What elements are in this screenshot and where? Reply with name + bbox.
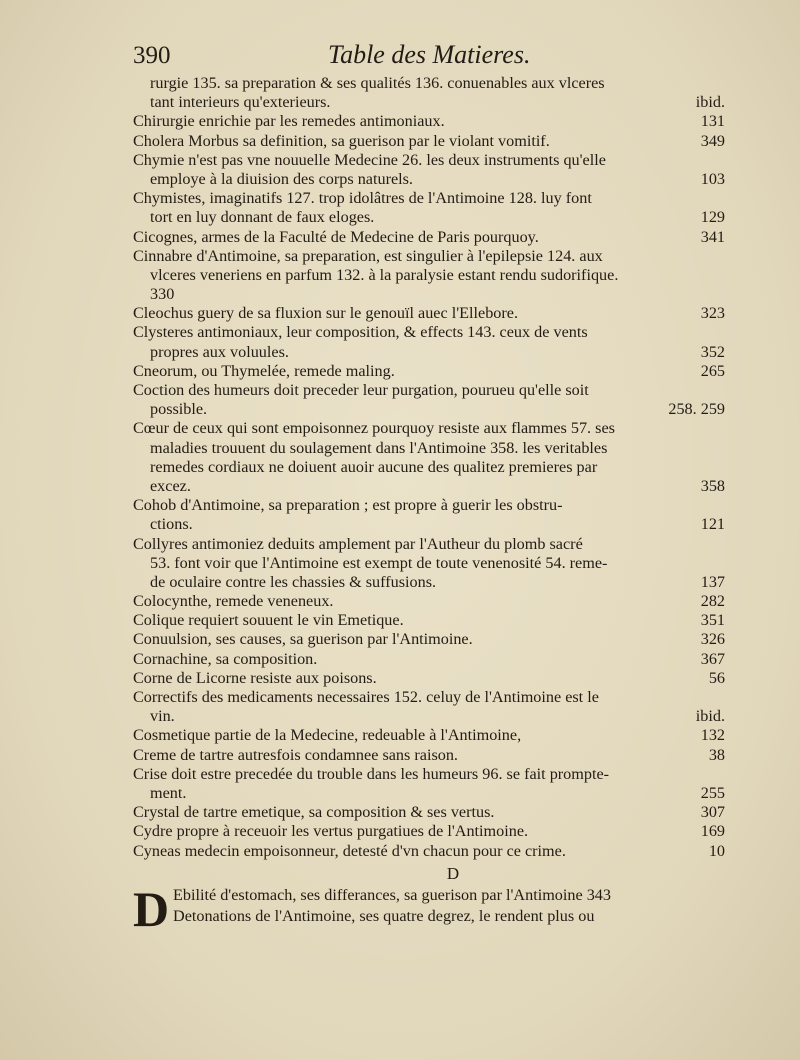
- index-line-text: Chymie n'est pas vne nouuelle Medecine 26. les deux instruments qu'elle: [133, 150, 606, 169]
- index-line-text: employe à la diuision des corps naturels.: [150, 169, 413, 188]
- index-line-page-ref: 307: [700, 803, 725, 822]
- index-line: [133, 362, 733, 381]
- dropcap-letter: D: [133, 880, 170, 937]
- index-line-text: tant interieurs qu'exterieurs.: [150, 93, 331, 112]
- index-line: [133, 803, 733, 822]
- final-entry: [133, 880, 733, 937]
- index-line-page-ref: 323: [700, 304, 725, 323]
- index-line-text: Colocynthe, remede veneneux.: [133, 592, 334, 611]
- index-line-page-ref: 367: [700, 649, 725, 668]
- index-line-text: Cydre propre à receuoir les vertus purgatiues de l'Antimoine.: [133, 822, 529, 841]
- index-line-text: Conuulsion, ses causes, sa guerison par l'Antimoine.: [133, 630, 473, 649]
- index-line-text: tort en luy donnant de faux eloges.: [150, 208, 375, 227]
- index-line: [133, 726, 733, 745]
- index-line-page-ref: 131: [700, 112, 725, 131]
- index-line-text: 330: [150, 285, 175, 304]
- index-line-page-ref: 282: [700, 592, 725, 611]
- index-line: [133, 208, 733, 227]
- index-line-page-ref: 265: [700, 361, 725, 380]
- index-line-page-ref: 351: [700, 611, 725, 630]
- index-line: [133, 669, 733, 688]
- section-letter: D: [446, 863, 460, 883]
- index-line: [133, 170, 733, 189]
- index-line-text: vlceres veneriens en parfum 132. à la paralysie estant rendu sudorifique.: [150, 265, 619, 284]
- index-line-text: Creme de tartre autresfois condamnee sans raison.: [133, 745, 458, 764]
- index-entries: [133, 74, 733, 861]
- index-line-page-ref: 56: [708, 668, 725, 687]
- index-line: [133, 573, 733, 592]
- index-line-text: vin.: [150, 707, 175, 726]
- index-line-page-ref: 10: [708, 841, 725, 860]
- index-line-text: Cœur de ceux qui sont empoisonnez pourquoy resiste aux flammes 57. ses: [133, 419, 615, 438]
- index-line: [133, 400, 733, 419]
- index-line-text: maladies trouuent du soulagement dans l'Antimoine 358. les veritables: [150, 438, 608, 457]
- index-line-text: Cosmetique partie de la Medecine, redeuable à l'Antimoine,: [133, 726, 522, 745]
- index-line: [133, 381, 733, 400]
- index-line: [133, 74, 733, 93]
- index-line: [133, 285, 733, 304]
- index-line-text: ctions.: [150, 515, 193, 534]
- index-line: [133, 93, 733, 112]
- index-line-page-ref: 121: [700, 515, 725, 534]
- index-line-text: Crystal de tartre emetique, sa composition & ses vertus.: [133, 803, 495, 822]
- index-line-text: Collyres antimoniez deduits amplement par l'Autheur du plomb sacré: [133, 534, 583, 553]
- index-line: [133, 458, 733, 477]
- index-line-page-ref: 137: [700, 572, 725, 591]
- index-line: [133, 228, 733, 247]
- index-line-text: Coction des humeurs doit preceder leur purgation, pourueu qu'elle soit: [133, 381, 589, 399]
- index-line: [133, 535, 733, 554]
- index-line: [133, 132, 733, 151]
- index-line: [133, 304, 733, 323]
- index-line: [133, 842, 733, 861]
- index-line: [133, 439, 733, 458]
- index-line-page-ref: 341: [700, 227, 725, 246]
- index-line-page-ref: ibid.: [695, 707, 725, 726]
- index-line: [133, 592, 733, 611]
- index-line: [133, 112, 733, 131]
- index-line-text: excez.: [150, 476, 191, 495]
- index-line-text: Cholera Morbus sa definition, sa guerison par le violant vomitif.: [133, 131, 550, 150]
- index-line: [133, 151, 733, 170]
- index-line: [133, 765, 733, 784]
- index-line-text: Chirurgie enrichie par les remedes antimoniaux.: [133, 112, 445, 131]
- index-line-page-ref: 349: [700, 131, 725, 150]
- index-line-page-ref: ibid.: [695, 93, 725, 112]
- index-line-page-ref: 132: [700, 726, 725, 745]
- index-line-text: Colique requiert souuent le vin Emetique.: [133, 611, 404, 630]
- final-entry-line-1: Ebilité d'estomach, ses differances, sa guerison par l'Antimoine 343: [173, 885, 611, 904]
- index-line-text: rurgie 135. sa preparation & ses qualités 136. conuenables aux vlceres: [150, 74, 605, 92]
- index-line-text: Cyneas medecin empoisonneur, detesté d'vn chacun pour ce crime.: [133, 841, 566, 860]
- index-line-page-ref: 358: [700, 476, 725, 495]
- index-line-text: de oculaire contre les chassies & suffusions.: [150, 572, 437, 591]
- index-line-text: Clysteres antimoniaux, leur composition, & effects 143. ceux de vents: [133, 323, 588, 342]
- index-line-text: propres aux voluules.: [150, 342, 289, 361]
- index-line-text: ment.: [150, 783, 187, 802]
- index-line-page-ref: 38: [708, 745, 725, 764]
- index-line: [133, 707, 733, 726]
- index-line: [133, 496, 733, 515]
- index-line-page-ref: 169: [700, 822, 725, 841]
- index-line-page-ref: 352: [700, 342, 725, 361]
- index-line-text: Cinnabre d'Antimoine, sa preparation, est singulier à l'epilepsie 124. aux: [133, 246, 603, 265]
- index-line-page-ref: 326: [700, 630, 725, 649]
- index-line-text: Chymistes, imaginatifs 127. trop idolâtres de l'Antimoine 128. luy font: [133, 189, 592, 208]
- index-content: [133, 74, 733, 937]
- index-line: [133, 822, 733, 841]
- index-line: [133, 419, 733, 438]
- index-line: [133, 343, 733, 362]
- index-line-text: Cicognes, armes de la Faculté de Medecine de Paris pourquoy.: [133, 227, 539, 246]
- index-line: [133, 611, 733, 630]
- index-line: [133, 688, 733, 707]
- index-line-text: Cleochus guery de sa fluxion sur le genouïl auec l'Ellebore.: [133, 304, 519, 323]
- index-line-page-ref: 255: [700, 783, 725, 802]
- index-line-page-ref: 258. 259: [668, 400, 725, 419]
- index-line: [133, 650, 733, 669]
- index-line: [133, 477, 733, 496]
- index-line: [133, 784, 733, 803]
- index-line: [133, 554, 733, 573]
- page-header: [133, 40, 733, 72]
- index-line-text: remedes cordiaux ne doiuent auoir aucune des qualitez premieres par: [150, 457, 598, 476]
- index-line-text: Cohob d'Antimoine, sa preparation ; est propre à guerir les obstru-: [133, 496, 563, 515]
- index-line-text: Cneorum, ou Thymelée, remede maling.: [133, 361, 395, 380]
- index-line-text: Corne de Licorne resiste aux poisons.: [133, 668, 377, 687]
- final-entry-line-2: Detonations de l'Antimoine, ses quatre degrez, le rendent plus ou: [173, 906, 595, 925]
- index-line-text: Cornachine, sa composition.: [133, 649, 318, 668]
- index-line-page-ref: 129: [700, 208, 725, 227]
- index-line: [133, 323, 733, 342]
- index-line-text: 53. font voir que l'Antimoine est exempt de toute venenosité 54. reme-: [150, 553, 608, 572]
- index-line-text: Correctifs des medicaments necessaires 152. celuy de l'Antimoine est le: [133, 688, 599, 706]
- index-line-page-ref: 103: [700, 169, 725, 188]
- index-line: [133, 515, 733, 534]
- index-line: [133, 630, 733, 649]
- index-line: [133, 746, 733, 765]
- index-line-text: Crise doit estre precedée du trouble dans les humeurs 96. se fait prompte-: [133, 764, 610, 783]
- index-line: [133, 247, 733, 266]
- running-title: Table des Matieres.: [328, 40, 531, 69]
- index-line: [133, 266, 733, 285]
- index-line: [133, 189, 733, 208]
- index-line-text: possible.: [150, 400, 208, 419]
- page-number: 390: [133, 42, 171, 69]
